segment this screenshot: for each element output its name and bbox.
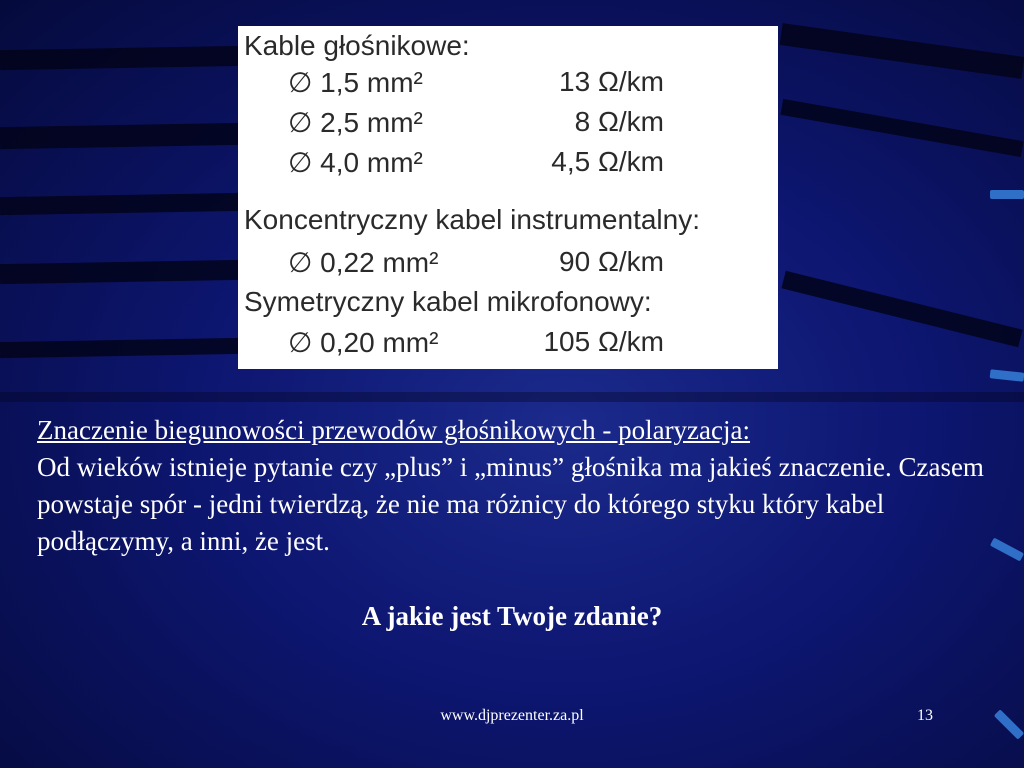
cable-resistance: 4,5 Ω/km xyxy=(551,146,664,177)
figure-heading: Kable głośnikowe: xyxy=(244,30,470,61)
page-number: 13 xyxy=(917,707,933,724)
figure-row xyxy=(238,66,778,100)
body-text xyxy=(37,412,987,560)
cable-size: ∅ 1,5 mm² xyxy=(288,67,423,98)
body-paragraph: Od wieków istnieje pytanie czy „plus” i „minus” głośnika ma jakieś znaczenie. Czasem powstaje spór - jedni twierdzą, że nie ma różnicy do którego styku który kabel podłączymy, a inni, że jest. xyxy=(37,452,984,556)
footer-url: www.djprezenter.za.pl xyxy=(440,707,584,724)
cable-resistance: 8 Ω/km xyxy=(574,106,664,137)
cable-size: ∅ 2,5 mm² xyxy=(288,107,423,138)
accent-mark xyxy=(990,190,1024,199)
background-streak xyxy=(780,23,1024,79)
accent-mark xyxy=(990,538,1024,562)
section-subheading: Znaczenie biegunowości przewodów głośnikowych - polaryzacja: xyxy=(37,415,750,445)
figure-row xyxy=(238,326,778,360)
cable-size: ∅ 0,22 mm² xyxy=(288,247,439,278)
background-streak xyxy=(780,99,1023,157)
background-streak xyxy=(0,193,240,215)
background-streak xyxy=(0,338,240,358)
cable-resistance: 105 Ω/km xyxy=(543,326,664,357)
figure-heading: Koncentryczny kabel instrumentalny: xyxy=(244,204,700,235)
cable-size: ∅ 4,0 mm² xyxy=(288,147,423,178)
cable-resistance: 90 Ω/km xyxy=(559,246,664,277)
cable-resistance-figure xyxy=(238,26,778,369)
figure-row xyxy=(238,146,778,180)
background-streak xyxy=(0,392,1024,402)
figure-heading: Symetryczny kabel mikrofonowy: xyxy=(244,286,652,317)
background-streak xyxy=(0,123,240,149)
background-streak xyxy=(0,260,240,284)
accent-mark xyxy=(990,369,1024,382)
background-streak xyxy=(0,46,240,70)
cable-size: ∅ 0,20 mm² xyxy=(288,327,439,358)
figure-row xyxy=(238,246,778,280)
cable-resistance: 13 Ω/km xyxy=(559,66,664,97)
background-streak xyxy=(781,271,1022,347)
question-text: A jakie jest Twoje zdanie? xyxy=(361,601,663,631)
figure-row xyxy=(238,106,778,140)
